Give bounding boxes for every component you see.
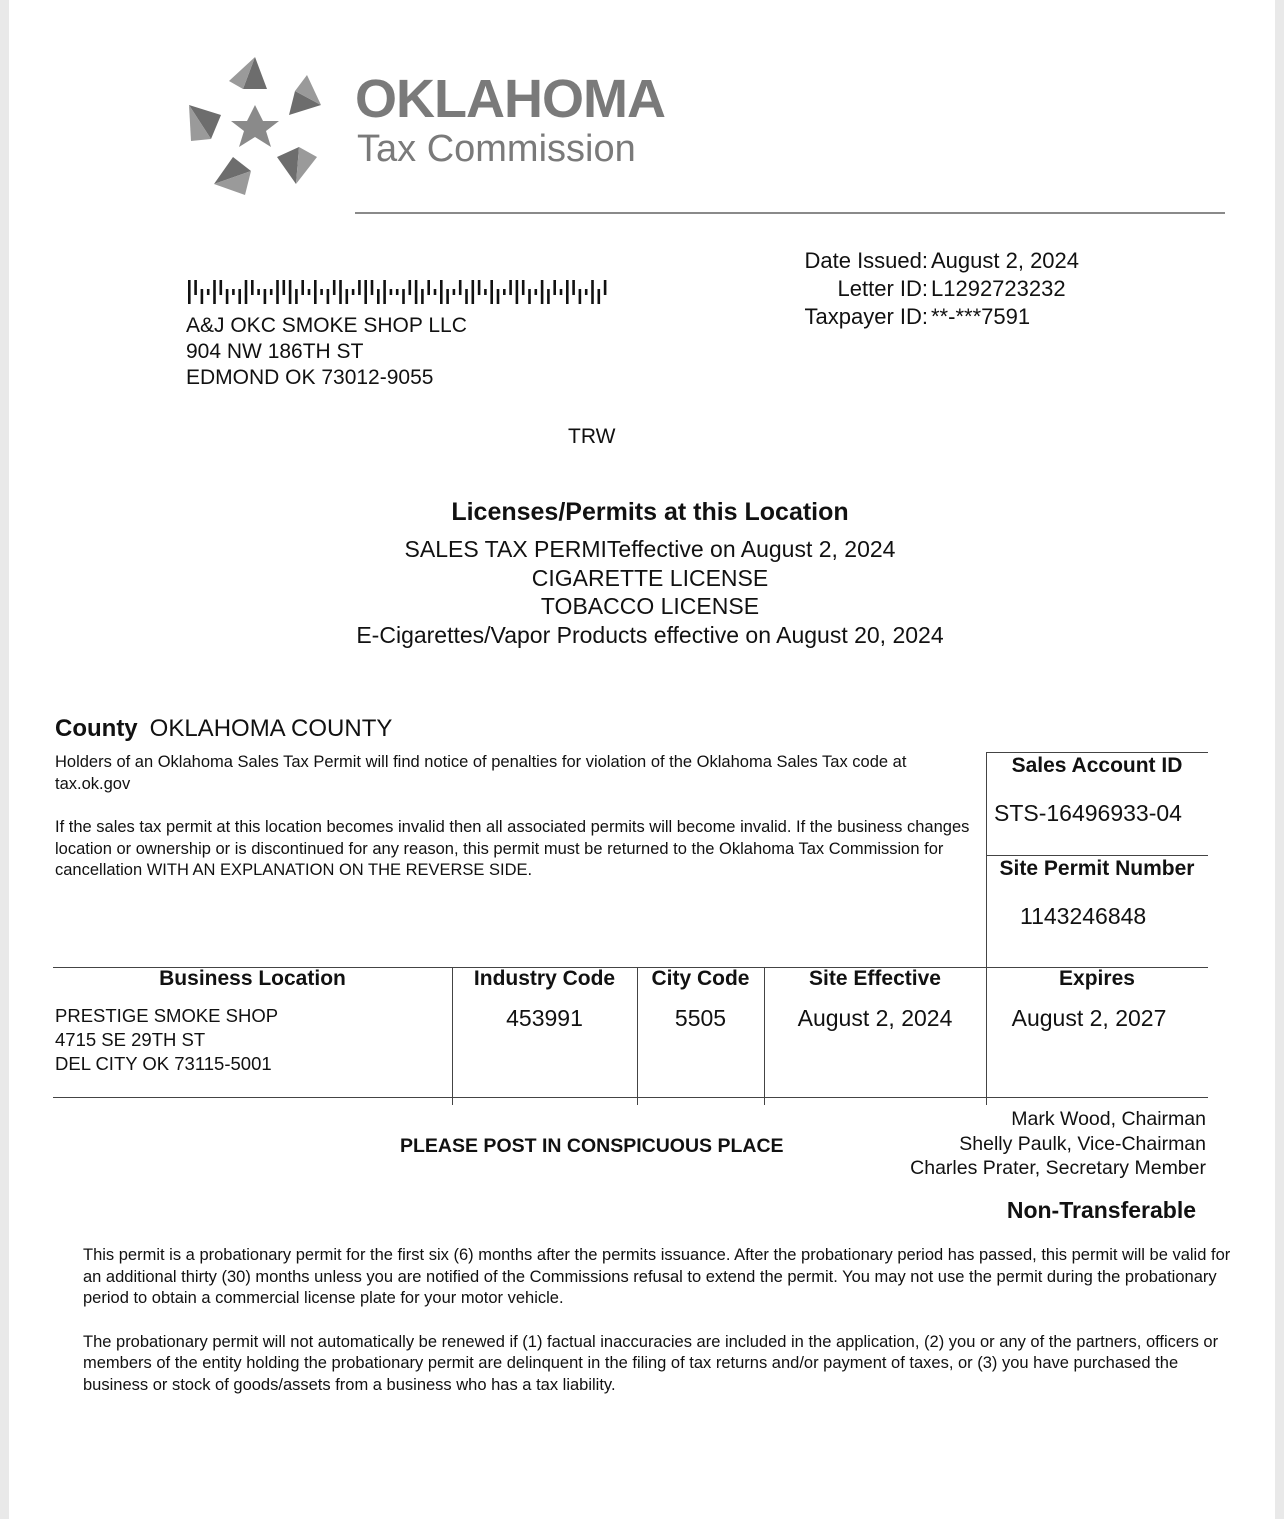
- letter-id-value: L1292723232: [931, 276, 1066, 301]
- box-top-rule: [986, 752, 1208, 753]
- notice-paragraph: If the sales tax permit at this location becomes invalid then all associated permits will become invalid. If the business changes location or ownership or is discontinued for any reason, this permit must be returned to the Oklahoma Tax Commission for cancellation WITH AN EXPLANATION ON THE REVERSE SIDE.: [55, 818, 970, 879]
- initials: TRW: [568, 425, 616, 448]
- county-label: County: [55, 715, 138, 742]
- letter-id-label: Letter ID:: [837, 276, 928, 301]
- recipient-city: EDMOND OK 73012-9055: [186, 366, 434, 389]
- business-location-header: Business Location: [159, 967, 346, 990]
- city-code-header: City Code: [651, 967, 750, 990]
- site-permit-value: 1143246848: [1020, 903, 1147, 929]
- permit-item: TOBACCO LICENSE: [540, 593, 760, 619]
- header-divider: [355, 212, 1225, 214]
- industry-code-header: Industry Code: [473, 967, 616, 990]
- page-edge-right: [1275, 0, 1284, 1519]
- probation-terms: [83, 1245, 1238, 1418]
- permit-item: SALES TAX PERMITeffective on August 2, 2024: [404, 536, 896, 562]
- sales-account-value: STS-16496933-04: [994, 800, 1182, 826]
- business-city: DEL CITY OK 73115-5001: [55, 1053, 272, 1074]
- logo-subtitle: Tax Commission: [357, 128, 636, 170]
- site-effective-value: August 2, 2024: [797, 1005, 953, 1031]
- business-location-value: [55, 1004, 278, 1076]
- postal-barcode: [188, 280, 616, 304]
- recipient-street: 904 NW 186TH ST: [186, 340, 364, 363]
- date-issued-label: Date Issued:: [804, 248, 928, 273]
- box-left-rule: [986, 752, 987, 1105]
- expires-value: August 2, 2027: [1011, 1005, 1167, 1031]
- county-line: [55, 715, 392, 743]
- business-street: 4715 SE 29TH ST: [55, 1029, 206, 1050]
- taxpayer-id-label: Taxpayer ID:: [804, 304, 928, 329]
- county-value: OKLAHOMA COUNTY: [149, 715, 393, 742]
- officer: Mark Wood, Chairman: [1011, 1108, 1206, 1130]
- city-code-value: 5505: [674, 1005, 727, 1031]
- officers-list: [910, 1107, 1206, 1181]
- table-bottom-rule: [53, 1097, 1208, 1098]
- sales-account-label: Sales Account ID: [1011, 754, 1183, 777]
- permit-item: E-Cigarettes/Vapor Products effective on August 20, 2024: [356, 621, 944, 648]
- star-icon: [180, 52, 330, 202]
- non-transferable-label: Non-Transferable: [1006, 1197, 1196, 1223]
- letter-meta: [780, 247, 1079, 331]
- page-edge-left: [0, 0, 9, 1519]
- notice-paragraph: Holders of an Oklahoma Sales Tax Permit will find notice of penalties for violation of the Oklahoma Sales Tax code at tax.ok.gov: [55, 753, 907, 793]
- taxpayer-id-value: **-***7591: [931, 304, 1031, 329]
- logo-title: OKLAHOMA: [355, 69, 665, 129]
- permits-title: Licenses/Permits at this Location: [451, 498, 849, 526]
- notice-text: [55, 752, 970, 904]
- post-notice: PLEASE POST IN CONSPICUOUS PLACE: [400, 1135, 784, 1157]
- recipient-address: [186, 313, 467, 391]
- recipient-name: A&J OKC SMOKE SHOP LLC: [186, 314, 467, 337]
- business-name: PRESTIGE SMOKE SHOP: [55, 1005, 279, 1026]
- box-mid-rule: [986, 855, 1208, 856]
- site-permit-label: Site Permit Number: [999, 857, 1195, 880]
- expires-header: Expires: [1059, 967, 1135, 990]
- industry-code-value: 453991: [506, 1005, 583, 1031]
- officer: Charles Prater, Secretary Member: [910, 1157, 1206, 1179]
- terms-paragraph: The probationary permit will not automatically be renewed if (1) factual inaccuracies are included in the application, (2) you or any of the partners, officers or members of the entity holding the probationary permit are delinquent in the filing of tax returns and/or payment of taxes, or (3) you have purchased the business or stock of goods/assets from a business who has a tax liability.: [83, 1332, 1219, 1394]
- officer: Shelly Paulk, Vice-Chairman: [959, 1132, 1206, 1155]
- permit-item: CIGARETTE LICENSE: [531, 564, 769, 591]
- permits-list: [0, 535, 1284, 649]
- site-effective-header: Site Effective: [809, 967, 941, 990]
- terms-paragraph: This permit is a probationary permit for the first six (6) months after the permits issuance. After the probationary period has passed, this permit will be valid for an additional thirty (30) months unless you are notified of the Commissions refusal to extend the permit. You may not use the permit during the probationary period to obtain a commercial license plate for your motor vehicle.: [83, 1246, 1231, 1307]
- date-issued-value: August 2, 2024: [931, 248, 1080, 273]
